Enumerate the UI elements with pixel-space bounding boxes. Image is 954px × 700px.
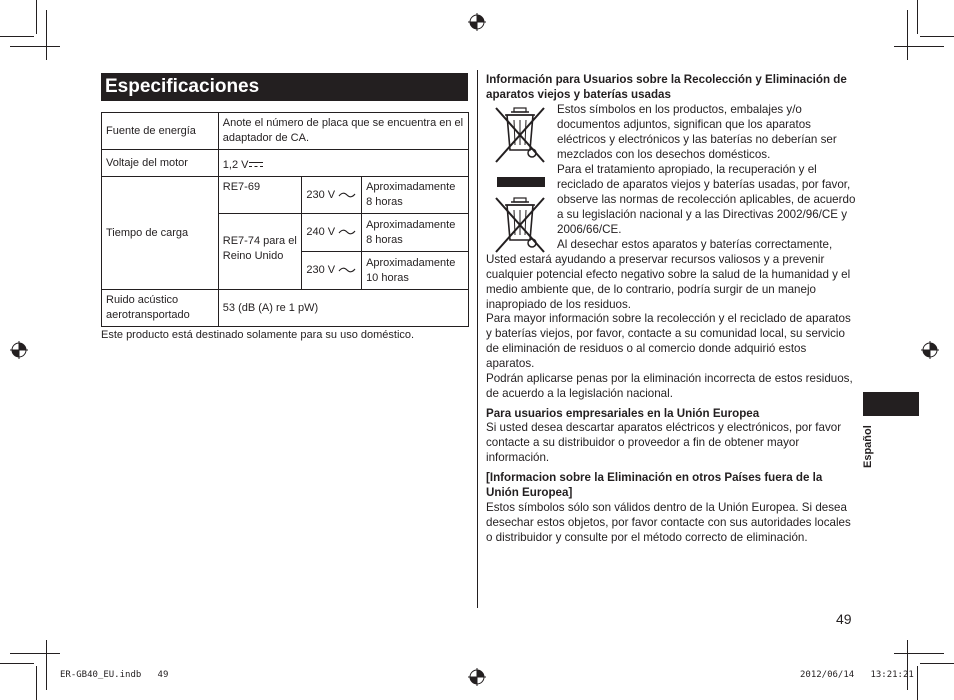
crop-mark xyxy=(920,663,954,664)
model-2a-time: Aproximadamente 8 horas xyxy=(362,214,469,252)
motor-label: Voltaje del motor xyxy=(102,150,219,177)
disposal-paragraph-1: Estos símbolos en los productos, embalajes y/o documentos adjuntos, significan que los aparatos eléctricos y electrónicos y las baterías no deberían ser mezclados con los desechos domésticos. xyxy=(557,103,837,161)
model-2: RE7-74 para el Reino Unido xyxy=(218,214,302,290)
disposal-paragraph-5: Podrán aplicarse penas por la eliminación incorrecta de estos residuos, de acuerdo a la legislación nacional. xyxy=(486,372,853,400)
crop-mark xyxy=(36,0,37,34)
noise-label: Ruido acústico aerotransportado xyxy=(102,290,219,327)
crop-mark xyxy=(920,36,954,37)
model-1-time: Aproximadamente 8 horas xyxy=(362,177,469,214)
ac-symbol-icon xyxy=(338,266,356,274)
crop-mark xyxy=(917,0,918,34)
registration-mark-icon xyxy=(468,668,486,686)
registration-mark-icon xyxy=(921,341,939,359)
crop-mark xyxy=(36,666,37,700)
business-heading: Para usuarios empresariales en la Unión Europea xyxy=(486,407,760,420)
crop-mark xyxy=(10,46,60,47)
registration-mark-icon xyxy=(10,341,28,359)
disposal-paragraph-2: Para el tratamiento apropiado, la recuperación y el reciclado de aparatos viejos y baterías usadas, por favor, observe las normas de recolección aplicables, de acuerdo a su legislación nacional y a las Directivas 2002/96/CE y 2006/66/CE. xyxy=(557,163,856,236)
weee-bar xyxy=(497,177,545,187)
disposal-paragraph-3-text: Al desechar estos aparatos y baterías correctamente, Usted estará ayudando a preservar recursos valiosos y a prevenir cualquier potencial efecto negativo sobre la salud de la humanidad y el medio ambiente que, de lo contrario, podría surgir de un manejo inapropiado de los residuos. xyxy=(486,238,851,311)
crop-mark xyxy=(10,653,60,654)
motor-value: 1,2 V xyxy=(222,158,249,171)
disposal-paragraph-4: Para mayor información sobre la recolección y el reciclado de aparatos y baterías viejos, por favor, contacte a su comunidad local, su servicio de eliminación de residuos o al comercio donde adquirió estos aparatos. xyxy=(486,312,851,370)
ac-symbol-icon xyxy=(338,228,356,236)
crossed-out-bin-icon xyxy=(492,104,548,164)
language-label: Español xyxy=(862,425,874,468)
outside-eu-text: Estos símbolos sólo son válidos dentro de la Unión Europea. Si desea desechar estos objetos, por favor contacte con sus autoridades locales o distribuidor y consulte por el método correcto de eliminación. xyxy=(486,501,851,544)
language-label-box xyxy=(862,418,878,470)
model-1-voltage: 230 V xyxy=(306,188,336,201)
crop-mark xyxy=(0,663,34,664)
page-number: 49 xyxy=(836,611,852,627)
crop-mark xyxy=(894,46,944,47)
registration-mark-icon xyxy=(468,13,486,31)
model-1: RE7-69 xyxy=(218,177,302,214)
table-row xyxy=(102,150,469,177)
specifications-table xyxy=(101,112,469,327)
table-row xyxy=(102,177,469,214)
charge-label: Tiempo de carga xyxy=(102,177,219,290)
outside-eu-heading: [Informacion sobre la Eliminación en otros Países fuera de la Unión Europea] xyxy=(486,471,823,499)
power-value: Anote el número de placa que se encuentra en el adaptador de CA. xyxy=(218,113,468,150)
crop-mark xyxy=(46,640,47,690)
crop-mark xyxy=(894,653,944,654)
footer-file: ER-GB40_EU.indb 49 xyxy=(60,670,169,680)
column-divider xyxy=(477,70,478,608)
model-2b-voltage-cell xyxy=(302,252,362,290)
language-tab xyxy=(863,392,919,416)
motor-value-cell xyxy=(218,150,468,177)
model-2a-voltage-cell xyxy=(302,214,362,252)
disposal-heading: Información para Usuarios sobre la Recolección y Eliminación de aparatos viejos y baterías usadas xyxy=(486,73,847,101)
crop-mark xyxy=(46,10,47,60)
table-row xyxy=(102,113,469,150)
ac-symbol-icon xyxy=(338,191,356,199)
domestic-note: Este producto está destinado solamente para su uso doméstico. xyxy=(101,329,415,341)
model-2a-voltage: 240 V xyxy=(306,226,336,238)
model-2b-voltage: 230 V xyxy=(306,264,336,276)
model-1-voltage-cell xyxy=(302,177,362,214)
table-row xyxy=(102,290,469,327)
power-label: Fuente de energía xyxy=(102,113,219,150)
dc-symbol-icon xyxy=(248,160,264,169)
page-title: Especificaciones xyxy=(101,73,468,101)
disposal-paragraph-3 xyxy=(486,237,856,312)
crop-mark xyxy=(907,10,908,60)
business-text: Si usted desea descartar aparatos eléctricos y electrónicos, por favor contacte a su distribuidor o proveedor a fin de obtener mayor información. xyxy=(486,421,842,464)
crop-mark xyxy=(917,666,918,700)
footer-datetime: 2012/06/14 13:21:21 xyxy=(800,670,914,680)
crop-mark xyxy=(0,36,34,37)
model-2b-time: Aproximadamente 10 horas xyxy=(362,252,469,290)
crop-mark xyxy=(907,640,908,690)
noise-value: 53 (dB (A) re 1 pW) xyxy=(218,290,468,327)
